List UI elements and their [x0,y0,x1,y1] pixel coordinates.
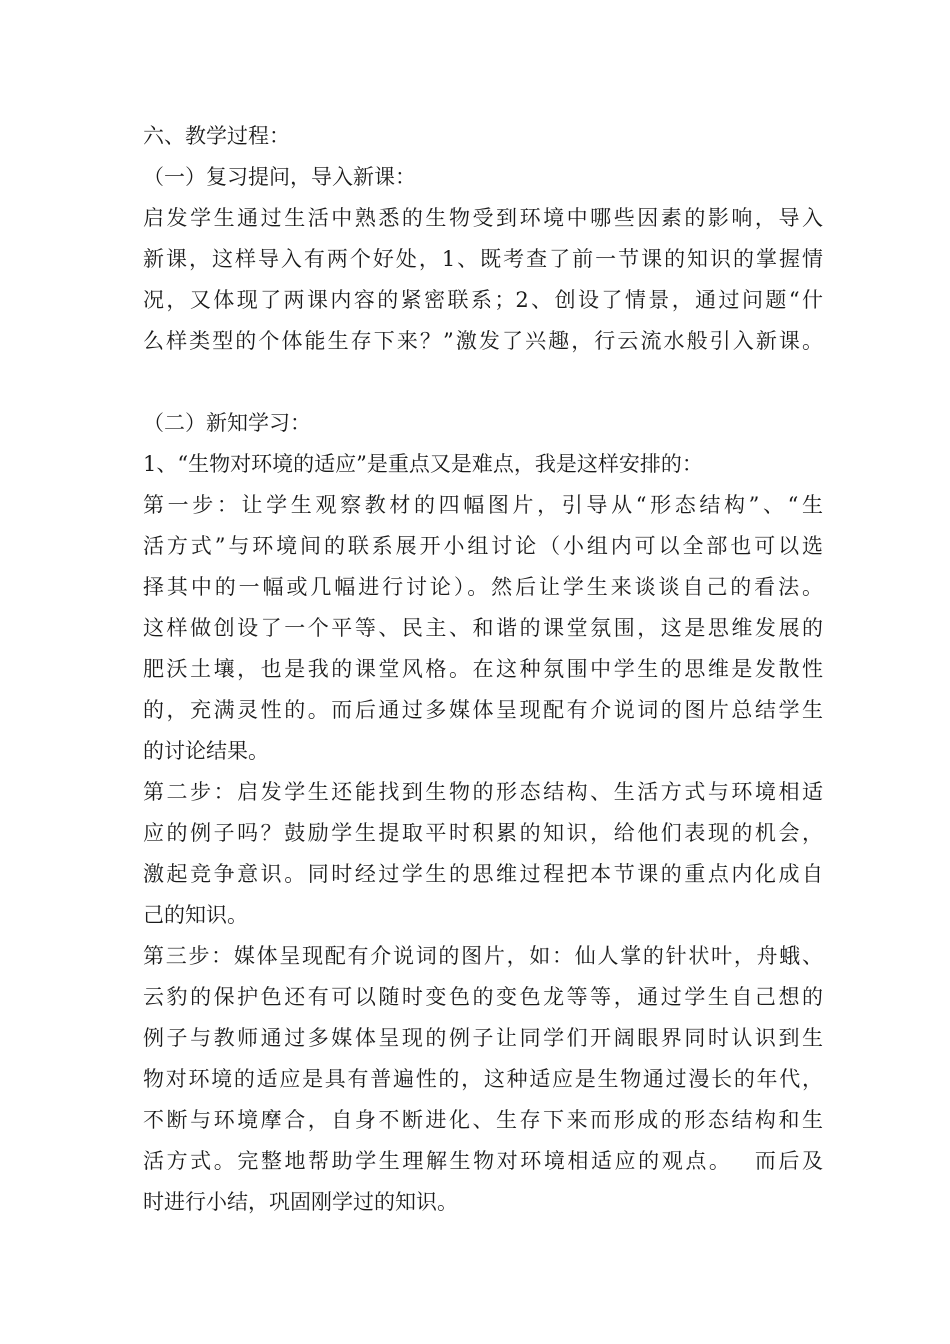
step3-line: 时进行小结，巩固刚学过的知识。 [143,1190,458,1214]
step2-line: 第二步：启发学生还能找到生物的形态结构、生活方式与环境相适 [143,780,823,804]
step2-line: 己的知识。 [143,903,248,927]
paragraph-line: 新课，这样导入有两个好处，1、既考查了前一节课的知识的掌握情 [143,247,823,271]
step1-line: 的，充满灵性的。而后通过多媒体呈现配有介说词的图片总结学生 [143,698,823,722]
step1-line: 第一步：让学生观察教材的四幅图片，引导从“形态结构”、“生 [143,493,823,517]
part1-heading: （一）复习提问，导入新课： [143,165,416,189]
step1-line: 的讨论结果。 [143,739,269,763]
paragraph-line: 么样类型的个体能生存下来？”激发了兴趣，行云流水般引入新课。 [143,329,823,353]
step2-line: 激起竞争意识。同时经过学生的思维过程把本节课的重点内化成自 [143,862,823,886]
paragraph-line: 启发学生通过生活中熟悉的生物受到环境中哪些因素的影响，导入 [143,206,823,230]
document-body [143,116,823,1223]
section-heading: 六、教学过程： [143,124,290,148]
part2-intro: 1、“生物对环境的适应”是重点又是难点，我是这样安排的： [143,452,703,476]
step3-line: 云豹的保护色还有可以随时变色的变色龙等等，通过学生自己想的 [143,985,823,1009]
part2-heading: （二）新知学习： [143,411,311,435]
step3-line: 例子与教师通过多媒体呈现的例子让同学们开阔眼界同时认识到生 [143,1026,823,1050]
step1-line: 活方式”与环境间的联系展开小组讨论（小组内可以全部也可以选 [143,534,823,558]
step2-line: 应的例子吗？鼓励学生提取平时积累的知识，给他们表现的机会， [143,821,823,845]
paragraph-line: 况，又体现了两课内容的紧密联系；2、创设了情景，通过问题“什 [143,288,823,312]
blank-line [143,362,823,403]
step1-line: 择其中的一幅或几幅进行讨论）。然后让学生来谈谈自己的看法。 [143,575,823,599]
step1-line: 这样做创设了一个平等、民主、和谐的课堂氛围，这是思维发展的 [143,616,823,640]
step3-line: 活方式。完整地帮助学生理解生物对环境相适应的观点。 而后及 [143,1149,823,1173]
step3-line: 第三步：媒体呈现配有介说词的图片，如：仙人掌的针状叶，舟蛾、 [143,944,823,968]
step3-line: 物对环境的适应是具有普遍性的，这种适应是生物通过漫长的年代， [143,1067,823,1091]
step1-line: 肥沃土壤，也是我的课堂风格。在这种氛围中学生的思维是发散性 [143,657,823,681]
step3-line: 不断与环境摩合，自身不断进化、生存下来而形成的形态结构和生 [143,1108,823,1132]
